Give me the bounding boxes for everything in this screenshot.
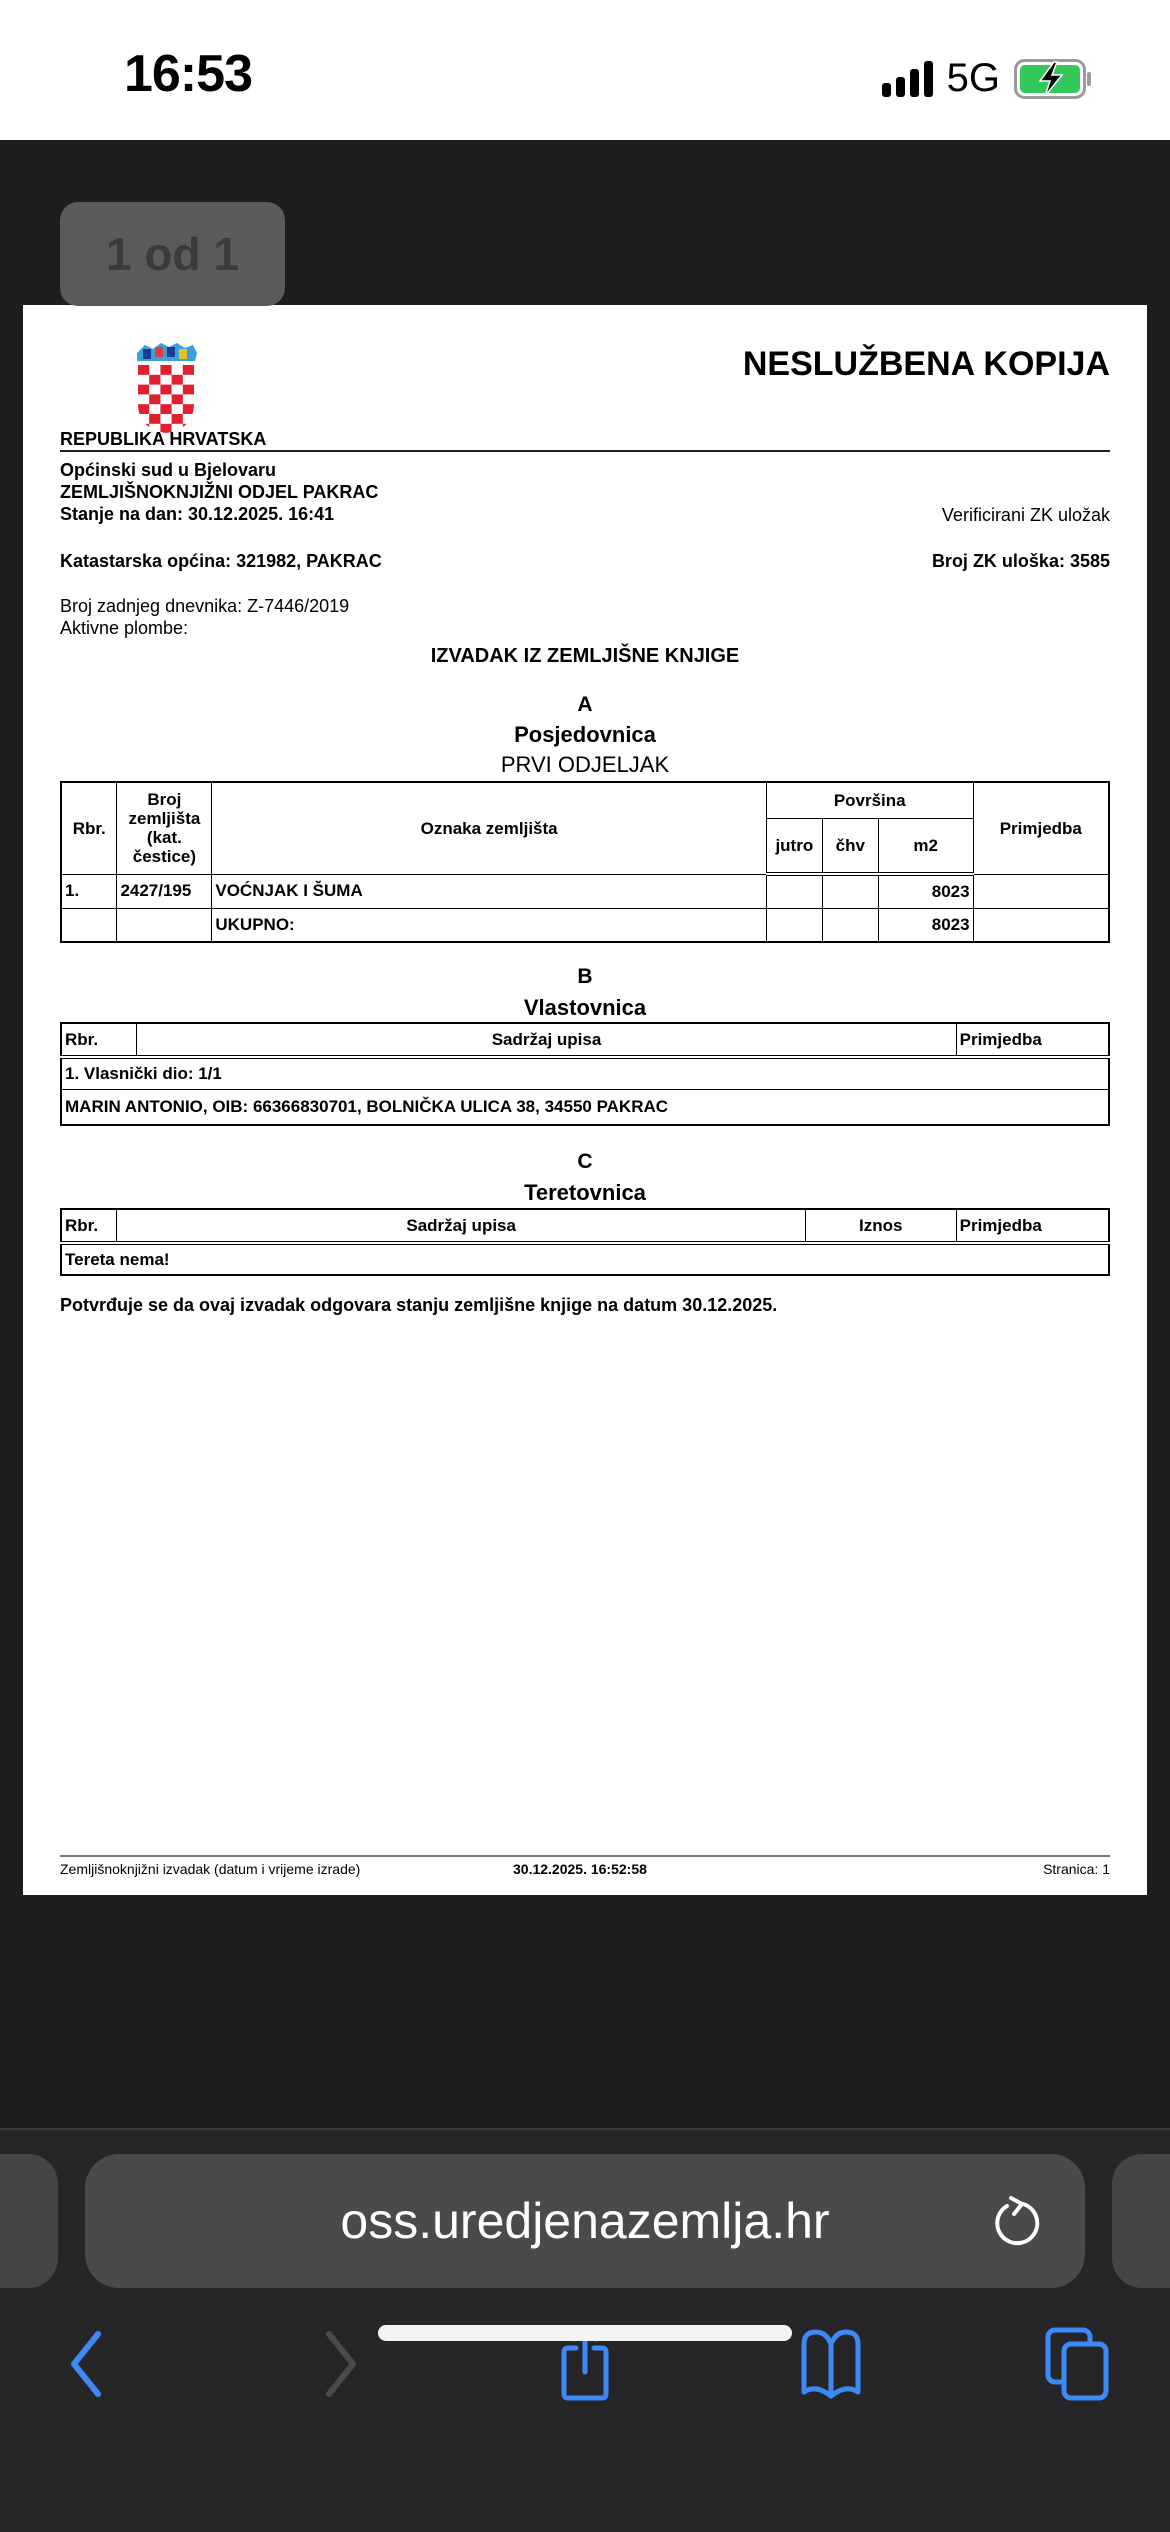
checker-square [172, 414, 183, 424]
header-remark: Primjedba [956, 1023, 1109, 1057]
checker-square [149, 375, 160, 385]
no-encumbrances: Tereta nema! [61, 1243, 1109, 1275]
header-rbr: Rbr. [61, 782, 117, 874]
checker-square [160, 404, 171, 414]
cell-parcel-number: 2427/195 [117, 874, 212, 908]
owner-details: MARIN ANTONIO, OIB: 66366830701, BOLNIČKA ULICA 38, 34550 PAKRAC [61, 1089, 1109, 1125]
cell-jutro [766, 908, 822, 942]
cell-land-description: VOĆNJAK I ŠUMA [212, 874, 767, 908]
table-row-ownership-share [61, 1057, 1109, 1089]
zk-number: Broj ZK uloška: 3585 [931, 551, 1110, 571]
header-entry-content: Sadržaj upisa [117, 1209, 805, 1243]
header-remark: Primjedba [973, 782, 1109, 874]
section-b-table [60, 1022, 1110, 1126]
cadastral-municipality: Katastarska općina: 321982, PAKRAC [60, 551, 382, 571]
header-amount: Iznos [805, 1209, 956, 1243]
section-a-table [60, 781, 1110, 943]
diary-info [60, 595, 349, 639]
header-area: Površina [766, 782, 973, 818]
verified-label: Verificirani ZK uložak [941, 505, 1110, 525]
checker-square [183, 404, 194, 414]
active-seals: Aktivne plombe: [60, 618, 189, 638]
footer-page-number: Stranica: 1 [1043, 1861, 1110, 1877]
header-parcel-number: Broj zemljišta (kat. čestice) [117, 782, 212, 874]
extract-title: IZVADAK IZ ZEMLJIŠNE KNJIGE [430, 645, 740, 667]
header-rbr: Rbr. [61, 1209, 117, 1243]
url-text[interactable]: oss.uredjenazemlja.hr [340, 2193, 830, 2249]
header-chv: čhv [822, 818, 878, 874]
cell-total-label: UKUPNO: [212, 908, 767, 942]
cell-chv [822, 908, 878, 942]
header-jutro: jutro [766, 818, 822, 874]
previous-tab-peek[interactable] [0, 2154, 58, 2288]
checker-square [183, 365, 194, 375]
cell-parcel-number [117, 908, 212, 942]
next-tab-peek[interactable] [1112, 2154, 1170, 2288]
confirmation-text: Potvrđuje se da ovaj izvadak odgovara stanju zemljišne knjige na datum 30.12.2025. [60, 1295, 778, 1315]
footer-divider [60, 1855, 1110, 1857]
state-name: REPUBLIKA HRVATSKA [60, 429, 267, 449]
header-entry-content: Sadržaj upisa [137, 1023, 956, 1057]
header-remark: Primjedba [956, 1209, 1109, 1243]
checker-square [160, 365, 171, 375]
back-chevron-icon[interactable] [52, 2324, 122, 2404]
section-c-table [60, 1208, 1110, 1276]
header-land-description: Oznaka zemljišta [212, 782, 767, 874]
section-a-name: Posjedovnica [514, 722, 656, 747]
checker-square [172, 375, 183, 385]
footer-label: Zemljišnoknjižni izvadak (datum i vrijeme izrade) [60, 1861, 361, 1877]
checker-square [149, 414, 160, 424]
cell-chv [822, 874, 878, 908]
cell-m2-total: 8023 [878, 908, 973, 942]
home-indicator[interactable] [378, 2325, 792, 2341]
checker-square [160, 385, 171, 395]
section-b-name: Vlastovnica [523, 995, 647, 1020]
status-indicators [882, 56, 1092, 101]
header-rbr: Rbr. [61, 1023, 137, 1057]
checker-square [138, 365, 149, 375]
as-of-date: Stanje na dan: 30.12.2025. 16:41 [60, 504, 335, 524]
table-row [61, 874, 1109, 908]
cell-remark [973, 908, 1109, 942]
court-info [60, 459, 378, 525]
checker-square [149, 394, 160, 404]
checker-square [183, 385, 194, 395]
forward-chevron-icon[interactable] [305, 2324, 375, 2404]
reload-icon[interactable] [989, 2194, 1045, 2250]
section-c-name: Teretovnica [524, 1180, 646, 1205]
cell-rbr [61, 908, 117, 942]
cell-jutro [766, 874, 822, 908]
section-c-letter: C [577, 1150, 593, 1173]
address-bar[interactable] [85, 2154, 1085, 2288]
cell-remark [973, 874, 1109, 908]
section-a-letter: A [577, 693, 593, 716]
table-row-no-encumbrances [61, 1243, 1109, 1275]
section-b-letter: B [577, 965, 593, 988]
last-diary-number: Broj zadnjeg dnevnika: Z-7446/2019 [60, 596, 350, 616]
document-page [23, 305, 1147, 1895]
cellular-signal-icon [882, 61, 933, 97]
tabs-icon[interactable] [1042, 2324, 1112, 2404]
status-bar [0, 0, 1170, 140]
court-name: Općinski sud u Bjelovaru [60, 460, 277, 480]
table-row-owner [61, 1089, 1109, 1125]
cell-rbr: 1. [61, 874, 117, 908]
unofficial-copy-title: NESLUŽBENA KOPIJA [742, 345, 1110, 383]
checker-square [138, 385, 149, 395]
bookmarks-icon[interactable] [796, 2324, 866, 2404]
header-divider [60, 450, 1110, 452]
header-m2: m2 [878, 818, 973, 874]
status-time: 16:53 [124, 45, 252, 103]
section-a-subtitle: PRVI ODJELJAK [500, 752, 670, 777]
footer-datetime: 30.12.2025. 16:52:58 [513, 1861, 647, 1877]
croatian-coat-of-arms-icon [135, 343, 197, 433]
checker-square [138, 404, 149, 414]
page-indicator: 1 od 1 [60, 202, 285, 306]
battery-charging-icon [1014, 59, 1092, 99]
cell-m2: 8023 [878, 874, 973, 908]
department-name: ZEMLJIŠNOKNJIŽNI ODJEL PAKRAC [60, 482, 379, 502]
checker-square [172, 394, 183, 404]
network-type: 5G [946, 56, 1000, 100]
ownership-share: 1. Vlasnički dio: 1/1 [61, 1057, 1109, 1089]
table-row-total [61, 908, 1109, 942]
